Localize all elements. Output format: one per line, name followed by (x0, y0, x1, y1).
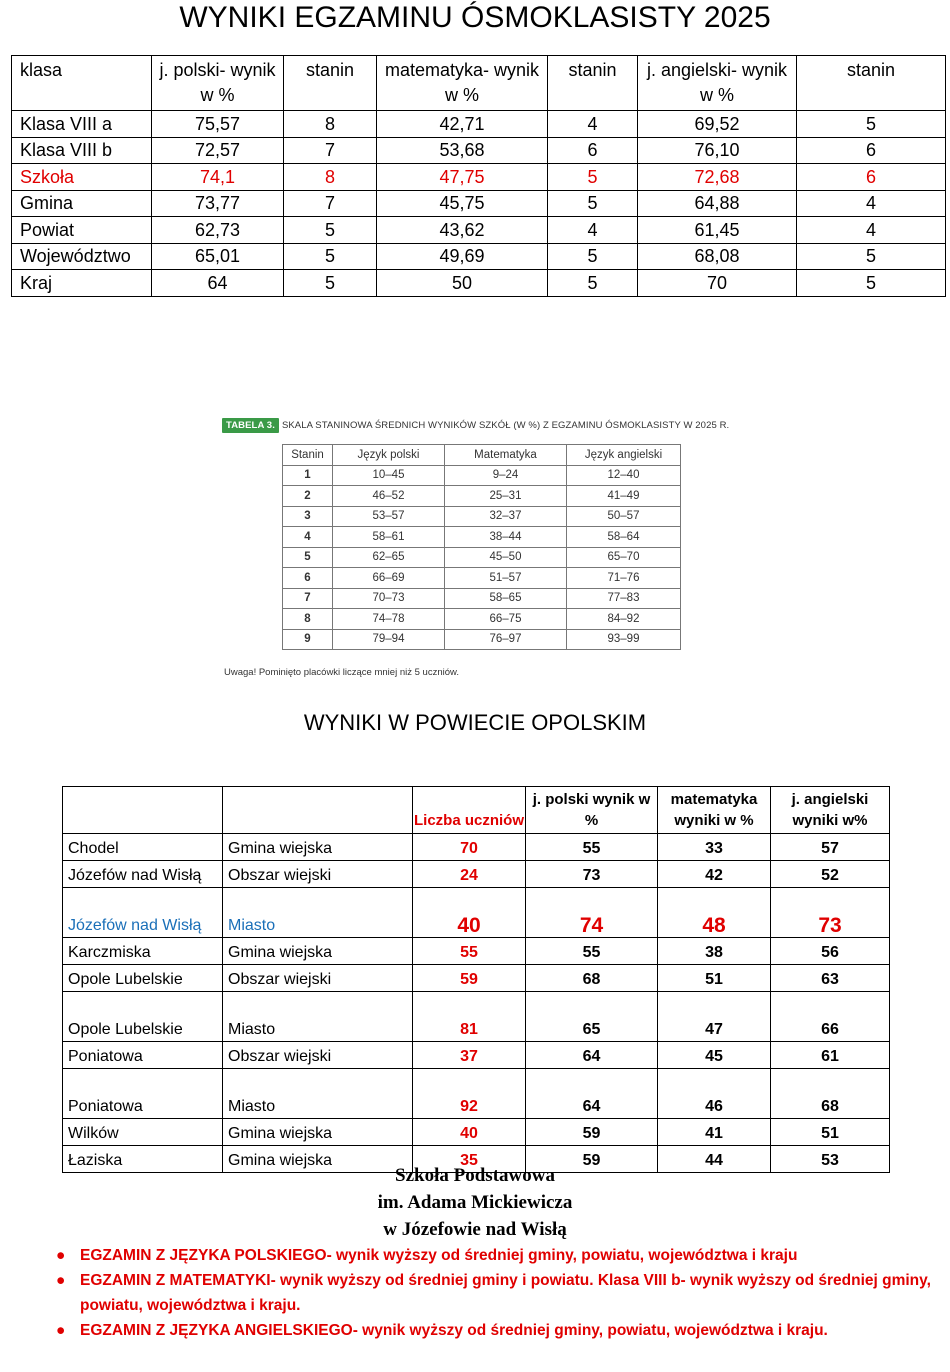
table-cell: 37 (413, 1042, 526, 1069)
note-item (56, 1318, 936, 1343)
table-cell-text: Gmina wiejska (223, 834, 413, 861)
table-cell: 61,45 (638, 217, 797, 244)
table-cell: 72,57 (152, 137, 284, 164)
table-cell-text: Wilków (63, 1119, 223, 1146)
table-cell: 79–94 (333, 629, 445, 650)
table-cell: 53 (771, 1146, 890, 1173)
table-cell: 24 (413, 861, 526, 888)
results-row (12, 217, 946, 244)
note-item (56, 1268, 936, 1318)
table-cell: 4 (548, 217, 638, 244)
table-cell: 8 (284, 111, 377, 138)
table-cell: 68,08 (638, 243, 797, 270)
table-cell-text: Gmina wiejska (223, 1146, 413, 1173)
row-label: Gmina (12, 190, 152, 217)
note-text: EGZAMIN Z JĘZYKA ANGIELSKIEGO- wynik wyższy od średniej gminy, powiatu, województwa i kraju. (80, 1322, 828, 1339)
table-cell: 84–92 (567, 609, 681, 630)
row-label: Klasa VIII b (12, 137, 152, 164)
table-cell: 10–45 (333, 465, 445, 486)
table-cell: 70–73 (333, 588, 445, 609)
table-cell: 5 (284, 217, 377, 244)
table-cell: 72,68 (638, 164, 797, 191)
results-row (12, 270, 946, 297)
note-text: EGZAMIN Z MATEMATYKI- wynik wyższy od średniej gminy i powiatu. Klasa VIII b- wynik wyższy od średniej gminy, powiatu, województwa i kraju. (80, 1272, 931, 1314)
table-cell-text: Karczmiska (63, 938, 223, 965)
table-cell: 43,62 (377, 217, 548, 244)
stanine-row (283, 629, 681, 650)
header-cell: Język angielski (567, 445, 681, 466)
table-cell-text: Józefów nad Wisłą (63, 861, 223, 888)
table-cell: 44 (658, 1146, 771, 1173)
row-label: Kraj (12, 270, 152, 297)
table-cell: 40 (413, 1119, 526, 1146)
stanine-number: 6 (283, 568, 333, 589)
table-cell-text: Obszar wiejski (223, 861, 413, 888)
table-cell: 66 (771, 992, 890, 1042)
county-title: WYNIKI W POWIECIE OPOLSKIM (303, 710, 647, 735)
table-cell: 75,57 (152, 111, 284, 138)
table-cell-text: Gmina wiejska (223, 1119, 413, 1146)
stanine-figure (222, 418, 730, 678)
table-cell: 7 (284, 190, 377, 217)
table-cell: 42,71 (377, 111, 548, 138)
table-cell: 51 (771, 1119, 890, 1146)
table-cell: 76–97 (445, 629, 567, 650)
county-row (63, 861, 890, 888)
county-row (63, 888, 890, 938)
county-row (63, 992, 890, 1042)
table-cell: 5 (548, 164, 638, 191)
table-cell: 74,1 (152, 164, 284, 191)
table-cell: 32–37 (445, 506, 567, 527)
table-cell-text: Poniatowa (63, 1042, 223, 1069)
table-cell-text: Obszar wiejski (223, 965, 413, 992)
table-cell: 76,10 (638, 137, 797, 164)
table-cell: 55 (526, 834, 658, 861)
table-cell: 6 (797, 137, 946, 164)
table-cell: 45–50 (445, 547, 567, 568)
table-cell: 47 (658, 992, 771, 1042)
header-cell: matematyka wyniki w % (658, 787, 771, 834)
results-row (12, 164, 946, 191)
results-table (11, 55, 946, 297)
table-cell: 66–69 (333, 568, 445, 589)
county-row (63, 834, 890, 861)
table-cell: 4 (797, 190, 946, 217)
table-cell: 73 (526, 861, 658, 888)
table-cell: 45 (658, 1042, 771, 1069)
table-cell: 93–99 (567, 629, 681, 650)
header-cell: matematyka- wynik w % (377, 56, 548, 111)
table-cell: 5 (284, 243, 377, 270)
table-cell: 74 (526, 888, 658, 938)
stanine-row (283, 568, 681, 589)
stanine-row (283, 547, 681, 568)
header-cell: stanin (548, 56, 638, 111)
header-cell: j. angielski wyniki w% (771, 787, 890, 834)
table-cell: 25–31 (445, 486, 567, 507)
header-cell: Liczba uczniów (413, 787, 526, 834)
table-cell: 8 (284, 164, 377, 191)
table-cell-text: Opole Lubelskie (63, 992, 223, 1042)
table-cell: 62–65 (333, 547, 445, 568)
table-cell: 64 (526, 1069, 658, 1119)
stanine-number: 9 (283, 629, 333, 650)
table-cell: 58–61 (333, 527, 445, 548)
table-cell: 65–70 (567, 547, 681, 568)
stanine-number: 5 (283, 547, 333, 568)
note-text: EGZAMIN Z JĘZYKA POLSKIEGO- wynik wyższy od średniej gminy, powiatu, województwa i kraju (80, 1247, 798, 1264)
row-label: Powiat (12, 217, 152, 244)
row-label: Klasa VIII a (12, 111, 152, 138)
table-cell-text: Chodel (63, 834, 223, 861)
table-cell: 52 (771, 861, 890, 888)
county-row (63, 1069, 890, 1119)
table-cell: 70 (413, 834, 526, 861)
table-cell: 77–83 (567, 588, 681, 609)
table-cell: 51 (658, 965, 771, 992)
table-cell: 51–57 (445, 568, 567, 589)
stanine-number: 3 (283, 506, 333, 527)
table-cell: 5 (548, 270, 638, 297)
header-cell (223, 787, 413, 834)
table-cell: 35 (413, 1146, 526, 1173)
table-cell-text: Miasto (223, 888, 413, 938)
table-cell: 5 (797, 243, 946, 270)
table-cell: 45,75 (377, 190, 548, 217)
table-cell: 71–76 (567, 568, 681, 589)
header-cell: Matematyka (445, 445, 567, 466)
school-name (0, 1162, 950, 1243)
table-cell: 55 (526, 938, 658, 965)
school-line: Szkoła Podstawowa (395, 1165, 555, 1186)
table-cell: 61 (771, 1042, 890, 1069)
county-row (63, 965, 890, 992)
stanine-header-row (283, 445, 681, 466)
page-title: WYNIKI EGZAMINU ÓSMOKLASISTY 2025 (179, 1, 771, 34)
table-cell: 40 (413, 888, 526, 938)
table-cell: 33 (658, 834, 771, 861)
table-cell: 62,73 (152, 217, 284, 244)
county-row (63, 1042, 890, 1069)
table-cell: 48 (658, 888, 771, 938)
bullet-icon: ● (56, 1272, 66, 1289)
header-cell: Stanin (283, 445, 333, 466)
table-cell: 6 (548, 137, 638, 164)
table-cell: 42 (658, 861, 771, 888)
county-row (63, 938, 890, 965)
table-cell: 57 (771, 834, 890, 861)
table-cell: 65 (526, 992, 658, 1042)
stanine-caption (222, 418, 730, 433)
table-cell-text: Opole Lubelskie (63, 965, 223, 992)
table-cell: 50 (377, 270, 548, 297)
stanine-row (283, 465, 681, 486)
table-cell: 9–24 (445, 465, 567, 486)
county-row (63, 1119, 890, 1146)
stanine-number: 7 (283, 588, 333, 609)
table-cell: 5 (284, 270, 377, 297)
table-cell: 41 (658, 1119, 771, 1146)
results-header-row (12, 56, 946, 111)
table-cell-text: Józefów nad Wisłą (63, 888, 223, 938)
results-row (12, 137, 946, 164)
stanine-row (283, 588, 681, 609)
header-cell: Język polski (333, 445, 445, 466)
header-cell: j. polski- wynik w % (152, 56, 284, 111)
header-cell (63, 787, 223, 834)
table-cell-text: Miasto (223, 1069, 413, 1119)
table-cell: 58–64 (567, 527, 681, 548)
stanine-number: 4 (283, 527, 333, 548)
table-cell: 5 (548, 190, 638, 217)
table-badge: TABELA 3. (222, 418, 279, 433)
table-cell: 41–49 (567, 486, 681, 507)
results-row (12, 111, 946, 138)
table-cell: 5 (548, 243, 638, 270)
table-cell: 81 (413, 992, 526, 1042)
results-row (12, 243, 946, 270)
stanine-number: 2 (283, 486, 333, 507)
table-cell-text: Obszar wiejski (223, 1042, 413, 1069)
table-cell: 69,52 (638, 111, 797, 138)
header-cell: stanin (284, 56, 377, 111)
table-cell: 68 (526, 965, 658, 992)
table-cell: 50–57 (567, 506, 681, 527)
header-cell: klasa (12, 56, 152, 111)
table-cell: 47,75 (377, 164, 548, 191)
table-cell: 49,69 (377, 243, 548, 270)
table-cell: 70 (638, 270, 797, 297)
table-cell: 65,01 (152, 243, 284, 270)
table-cell-text: Poniatowa (63, 1069, 223, 1119)
table-cell: 66–75 (445, 609, 567, 630)
table-cell: 5 (797, 270, 946, 297)
table-cell: 5 (797, 111, 946, 138)
header-cell: j. polski wynik w % (526, 787, 658, 834)
table-cell-text: Łaziska (63, 1146, 223, 1173)
table-cell: 55 (413, 938, 526, 965)
school-line: im. Adama Mickiewicza (377, 1192, 573, 1213)
stanine-caption-text: SKALA STANINOWA ŚREDNICH WYNIKÓW SZKÓŁ (W %) Z EGZAMINU ÓSMOKLASISTY W 2025 R. (281, 420, 730, 431)
stanine-row (283, 486, 681, 507)
row-label: Województwo (12, 243, 152, 270)
stanine-number: 1 (283, 465, 333, 486)
county-table (62, 786, 890, 1173)
table-cell: 12–40 (567, 465, 681, 486)
table-cell: 68 (771, 1069, 890, 1119)
table-cell: 46 (658, 1069, 771, 1119)
table-cell: 59 (413, 965, 526, 992)
table-cell-text: Gmina wiejska (223, 938, 413, 965)
header-cell: j. angielski- wynik w % (638, 56, 797, 111)
table-cell: 64,88 (638, 190, 797, 217)
stanine-table (282, 444, 681, 650)
table-cell: 73,77 (152, 190, 284, 217)
table-cell-text: Miasto (223, 992, 413, 1042)
stanine-note: Uwaga! Pominięto placówki liczące mniej niż 5 uczniów. (224, 667, 459, 678)
table-cell: 38–44 (445, 527, 567, 548)
note-item (56, 1243, 936, 1268)
table-cell: 58–65 (445, 588, 567, 609)
table-cell: 92 (413, 1069, 526, 1119)
table-cell: 74–78 (333, 609, 445, 630)
stanine-number: 8 (283, 609, 333, 630)
table-cell: 53,68 (377, 137, 548, 164)
county-header-row (63, 787, 890, 834)
table-cell: 59 (526, 1146, 658, 1173)
table-cell: 56 (771, 938, 890, 965)
table-cell: 63 (771, 965, 890, 992)
bullet-icon: ● (56, 1247, 66, 1264)
bullet-icon: ● (56, 1322, 66, 1339)
table-cell: 6 (797, 164, 946, 191)
school-line: w Józefowie nad Wisłą (383, 1219, 567, 1240)
table-cell: 64 (152, 270, 284, 297)
table-cell: 7 (284, 137, 377, 164)
table-cell: 64 (526, 1042, 658, 1069)
table-cell: 4 (797, 217, 946, 244)
stanine-row (283, 609, 681, 630)
stanine-row (283, 506, 681, 527)
row-label: Szkoła (12, 164, 152, 191)
table-cell: 38 (658, 938, 771, 965)
header-cell: stanin (797, 56, 946, 111)
table-cell: 4 (548, 111, 638, 138)
table-cell: 46–52 (333, 486, 445, 507)
results-row (12, 190, 946, 217)
table-cell: 53–57 (333, 506, 445, 527)
table-cell: 73 (771, 888, 890, 938)
notes-list (56, 1243, 936, 1343)
stanine-row (283, 527, 681, 548)
table-cell: 59 (526, 1119, 658, 1146)
